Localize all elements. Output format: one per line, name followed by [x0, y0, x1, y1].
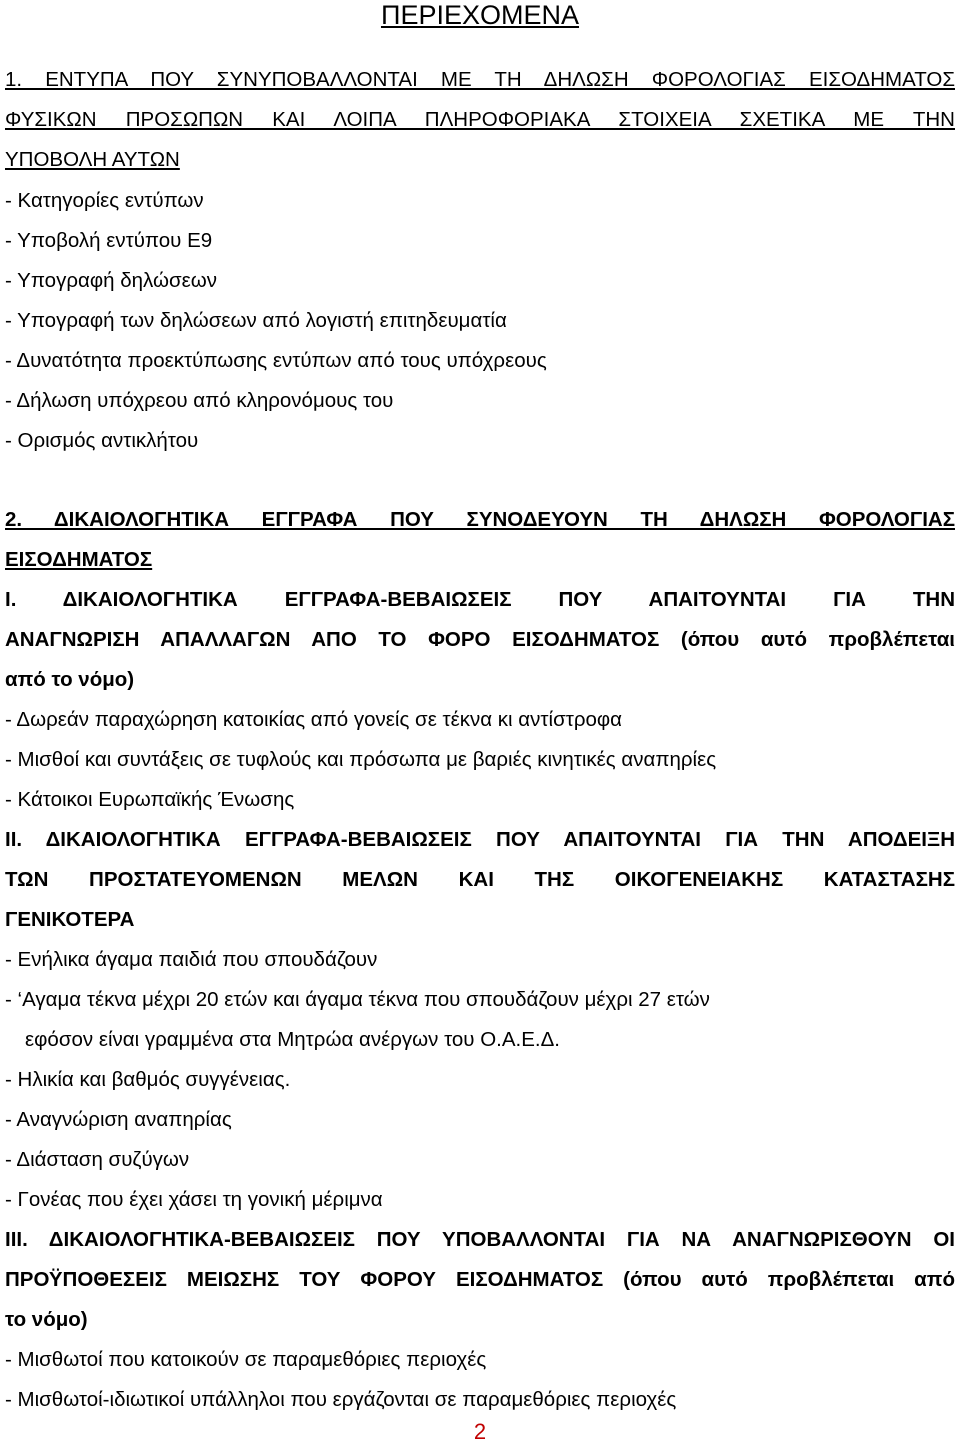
list-item: - Υποβολή εντύπου Ε9 [5, 229, 213, 252]
section-iii-heading-line-2: ΠΡΟΫΠΟΘΕΣΕΙΣ ΜΕΙΩΣΗΣ ΤΟΥ ΦΟΡΟΥ ΕΙΣΟΔΗΜΑΤΟΣ (όπου αυτό προβλέπεται από [5, 1268, 955, 1291]
list-item: - Κάτοικοι Ευρωπαϊκής Ένωσης [5, 788, 295, 811]
section-2-heading-line-2: ΕΙΣΟΔΗΜΑΤΟΣ [5, 548, 153, 571]
section-i-heading-line-1: Ι. ΔΙΚΑΙΟΛΟΓΗΤΙΚΑ ΕΓΓΡΑΦΑ-ΒΕΒΑΙΩΣΕΙΣ ΠΟΥ ΑΠΑΙΤΟΥΝΤΑΙ ΓΙΑ ΤΗΝ [5, 588, 955, 611]
list-item: - Γονέας που έχει χάσει τη γονική μέριμνα [5, 1188, 383, 1211]
page-title: ΠΕΡΙΕΧΟΜΕΝΑ [380, 0, 580, 30]
list-item: - Μισθωτοί που κατοικούν σε παραμεθόριες περιοχές [5, 1348, 487, 1371]
list-item: - Δυνατότητα προεκτύπωσης εντύπων από τους υπόχρεους [5, 349, 547, 372]
section-1-heading-line-1: 1. ΕΝΤΥΠΑ ΠΟΥ ΣΥΝΥΠΟΒΑΛΛΟΝΤΑΙ ΜΕ ΤΗ ΔΗΛΩΣΗ ΦΟΡΟΛΟΓΙΑΣ ΕΙΣΟΔΗΜΑΤΟΣ [5, 68, 955, 91]
section-ii-heading-line-2: ΤΩΝ ΠΡΟΣΤΑΤΕΥΟΜΕΝΩΝ ΜΕΛΩΝ ΚΑΙ ΤΗΣ ΟΙΚΟΓΕΝΕΙΑΚΗΣ ΚΑΤΑΣΤΑΣΗΣ [5, 868, 955, 891]
list-item: - Μισθοί και συντάξεις σε τυφλούς και πρόσωπα με βαριές κινητικές αναπηρίες [5, 748, 717, 771]
list-item: - Μισθωτοί-ιδιωτικοί υπάλληλοι που εργάζονται σε παραμεθόριες περιοχές [5, 1388, 677, 1411]
section-ii-heading-line-1: ΙΙ. ΔΙΚΑΙΟΛΟΓΗΤΙΚΑ ΕΓΓΡΑΦΑ-ΒΕΒΑΙΩΣΕΙΣ ΠΟΥ ΑΠΑΙΤΟΥΝΤΑΙ ΓΙΑ ΤΗΝ ΑΠΟΔΕΙΞΗ [5, 828, 955, 851]
list-item: - Δωρεάν παραχώρηση κατοικίας από γονείς σε τέκνα κι αντίστροφα [5, 708, 623, 731]
list-item-continuation: εφόσον είναι γραμμένα στα Μητρώα ανέργων του Ο.Α.Ε.Δ. [25, 1028, 560, 1051]
list-item: - Υπογραφή δηλώσεων [5, 269, 218, 292]
list-item: - Ενήλικα άγαμα παιδιά που σπουδάζουν [5, 948, 378, 971]
list-item: - Κατηγορίες εντύπων [5, 189, 204, 212]
section-1-heading-line-3: ΥΠΟΒΟΛΗ ΑΥΤΩΝ [5, 148, 180, 171]
list-item: - Διάσταση συζύγων [5, 1148, 190, 1171]
section-1-heading-line-2: ΦΥΣΙΚΩΝ ΠΡΟΣΩΠΩΝ ΚΑΙ ΛΟΙΠΑ ΠΛΗΡΟΦΟΡΙΑΚΑ ΣΤΟΙΧΕΙΑ ΣΧΕΤΙΚΑ ΜΕ ΤΗΝ [5, 108, 955, 131]
list-item: - ‘Αγαμα τέκνα μέχρι 20 ετών και άγαμα τέκνα που σπουδάζουν μέχρι 27 ετών [5, 988, 710, 1011]
section-i-heading-line-3: από το νόμο) [5, 668, 135, 691]
list-item: - Δήλωση υπόχρεου από κληρονόμους του [5, 389, 394, 412]
list-item: - Υπογραφή των δηλώσεων από λογιστή επιτηδευματία [5, 309, 507, 332]
section-iii-heading-line-3: το νόμο) [5, 1308, 88, 1331]
section-i-heading-line-2: ΑΝΑΓΝΩΡΙΣΗ ΑΠΑΛΛΑΓΩΝ ΑΠΟ ΤΟ ΦΟΡΟ ΕΙΣΟΔΗΜΑΤΟΣ (όπου αυτό προβλέπεται [5, 628, 955, 651]
list-item: - Ηλικία και βαθμός συγγένειας. [5, 1068, 291, 1091]
list-item: - Ορισμός αντικλήτου [5, 429, 199, 452]
section-2-heading-line-1: 2. ΔΙΚΑΙΟΛΟΓΗΤΙΚΑ ΕΓΓΡΑΦΑ ΠΟΥ ΣΥΝΟΔΕΥΟΥΝ ΤΗ ΔΗΛΩΣΗ ΦΟΡΟΛΟΓΙΑΣ [5, 508, 955, 531]
section-iii-heading-line-1: ΙΙΙ. ΔΙΚΑΙΟΛΟΓΗΤΙΚΑ-ΒΕΒΑΙΩΣΕΙΣ ΠΟΥ ΥΠΟΒΑΛΛΟΝΤΑΙ ΓΙΑ ΝΑ ΑΝΑΓΝΩΡΙΣΘΟΥΝ ΟΙ [5, 1228, 955, 1251]
list-item: - Αναγνώριση αναπηρίας [5, 1108, 232, 1131]
page-number: 2 [473, 1419, 487, 1444]
section-ii-heading-line-3: ΓΕΝΙΚΟΤΕΡΑ [5, 908, 135, 931]
